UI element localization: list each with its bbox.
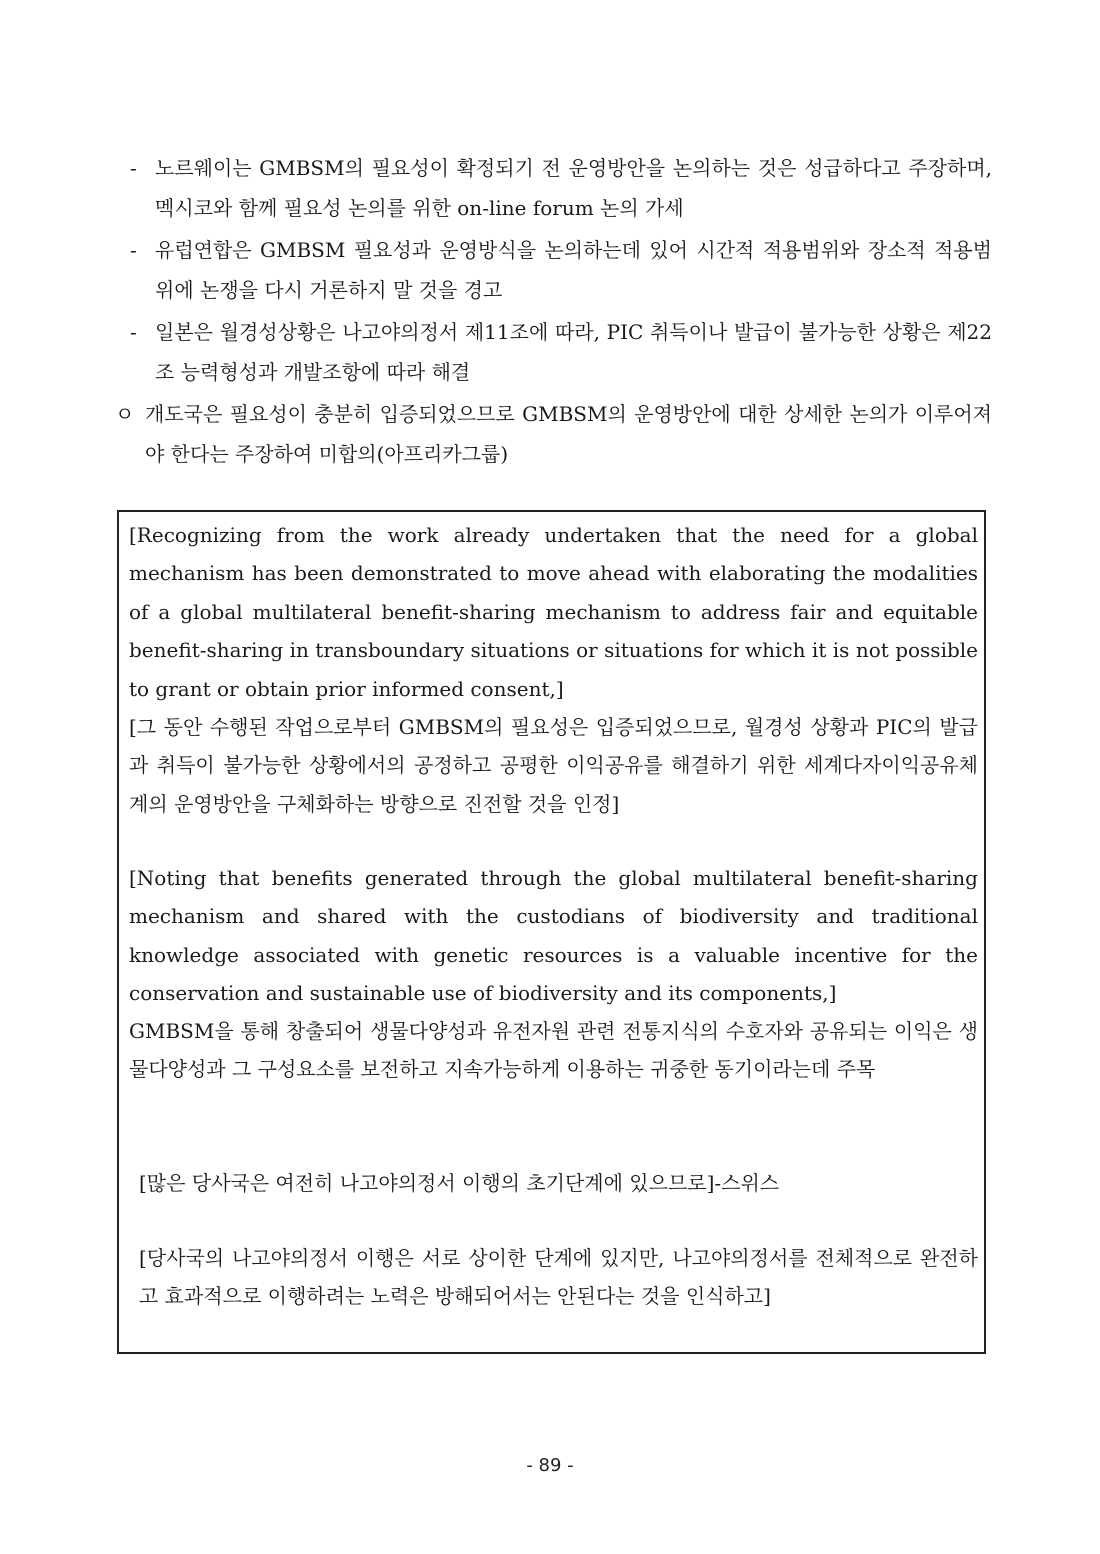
paragraph-switzerland-ko: [많은 당사국은 여전히 나고야의정서 이행의 초기단계에 있으므로]-스위스 [139,1171,780,1195]
bullet-text: 개도국은 필요성이 충분히 입증되었으므로 GMBSM의 운영방안에 대한 상세한 논의가 이루어져야 한다는 주장하여 미합의(아프리카그룹) [145,402,992,466]
dash-marker: - [130,156,137,180]
dash-marker: - [130,320,137,344]
paragraph-recognizing-stages-ko: [당사국의 나고야의정서 이행은 서로 상이한 단계에 있지만, 나고야의정서를 전체적으로 완전하고 효과적으로 이행하려는 노력은 방해되어서는 안된다는 것을 인식하고] [139,1246,978,1309]
bullet-text: 일본은 월경성상황은 나고야의정서 제11조에 따라, PIC 취득이나 발급이 불가능한 상황은 제22조 능력형성과 개발조항에 따라 해결 [155,320,992,384]
paragraph-recognizing-en: [Recognizing from the work already undertaken that the need for a global mechanism has been demonstrated to move ahead with elaborating the modalities of a global multilateral benefit-sharing mechanism to address fair and equitable benefit-sharing in transboundary situations or situations for which it is not possible to grant or obtain prior informed consent,] [129,523,978,701]
bullet-norway [130,148,992,228]
bullet-text: 노르웨이는 GMBSM의 필요성이 확정되기 전 운영방안을 논의하는 것은 성급하다고 주장하며, 멕시코와 함께 필요성 논의를 위한 on-line forum 논의 가세 [155,156,992,220]
circle-marker: ㅇ [115,402,135,426]
paragraph-noting-en: [Noting that benefits generated through the global multilateral benefit-sharing mechanism and shared with the custodians of biodiversity and traditional knowledge associated with genetic resources is a valuable incentive for the conservation and sustainable use of biodiversity and its components,] [129,866,978,1006]
bullet-eu [130,230,992,310]
negotiation-text-box [117,510,986,1354]
paragraph-noting-ko: GMBSM을 통해 창출되어 생물다양성과 유전자원 관련 전통지식의 수호자와 공유되는 이익은 생물다양성과 그 구성요소를 보전하고 지속가능하게 이용하는 귀중한 동기이라는데 주목 [129,1019,978,1082]
dash-marker: - [130,238,137,262]
bullet-developing-countries [115,394,992,474]
paragraph-recognizing-ko: [그 동안 수행된 작업으로부터 GMBSM의 필요성은 입증되었으므로, 월경성 상황과 PIC의 발급과 취득이 불가능한 상황에서의 공정하고 공평한 이익공유를 해결하기 위한 세계다자이익공유체계의 운영방안을 구체화하는 방향으로 진전할 것을 인정] [129,715,978,816]
bullet-japan [130,312,992,392]
page-number: - 89 - [526,1455,574,1476]
bullet-text: 유럽연합은 GMBSM 필요성과 운영방식을 논의하는데 있어 시간적 적용범위와 장소적 적용범위에 논쟁을 다시 거론하지 말 것을 경고 [155,238,992,302]
